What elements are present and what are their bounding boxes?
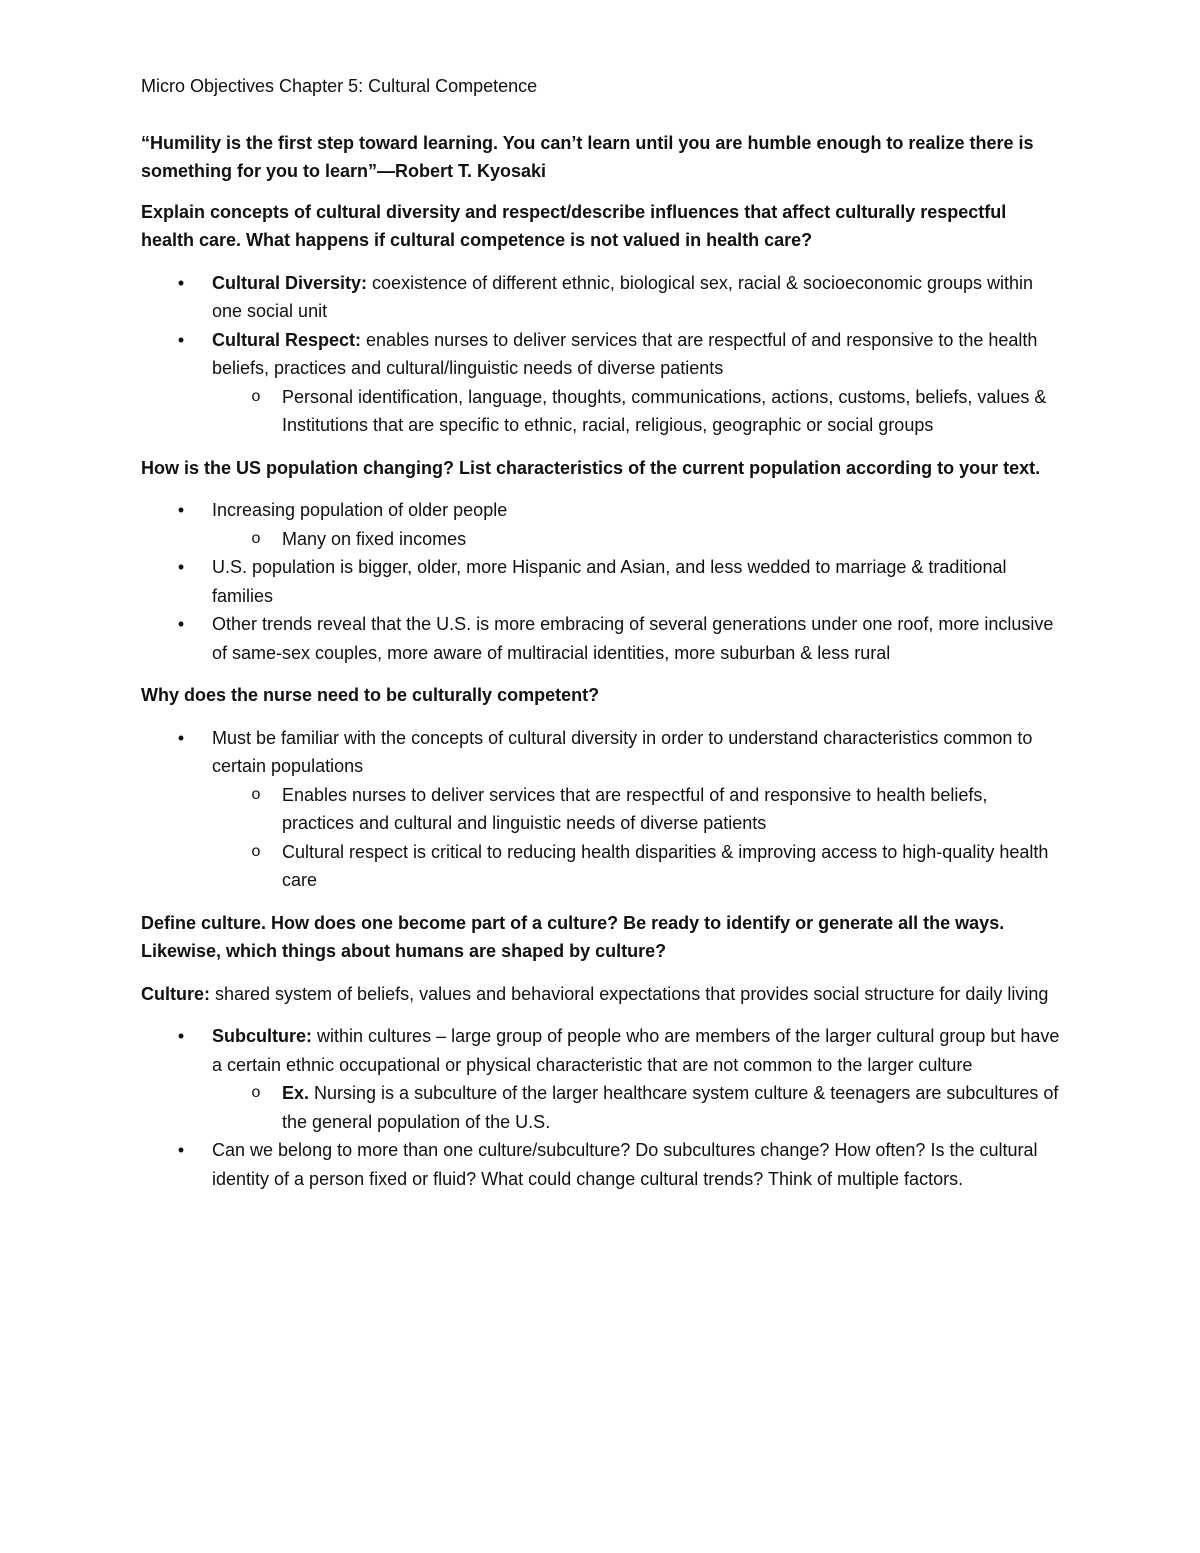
question-us-population: How is the US population changing? List characteristics of the current population according to your text. xyxy=(141,457,1041,478)
sub-bullet-icon: o xyxy=(251,387,261,405)
list-item xyxy=(141,724,1060,781)
opening-quote: “Humility is the first step toward learning. You can’t learn until you are humble enough to realize there is something for you to learn”—Robert T. Kyosaki xyxy=(141,132,1034,181)
sub-list-item xyxy=(141,383,1060,440)
nurse-competence-list xyxy=(141,724,1060,895)
document-title: Micro Objectives Chapter 5: Cultural Competence xyxy=(141,76,538,96)
item-text: Other trends reveal that the U.S. is more embracing of several generations under one roof, more inclusive of same-sex couples, more aware of multiracial identities, more suburban & less rural xyxy=(212,614,1054,663)
sub-list-item xyxy=(141,1079,1060,1136)
term-label: Culture: xyxy=(141,983,210,1004)
subculture-list xyxy=(141,1022,1060,1193)
sub-bullet-icon: o xyxy=(251,785,261,803)
sub-list-item xyxy=(141,838,1060,895)
sub-item-text: Enables nurses to deliver services that are respectful of and responsive to health beliefs, practices and cultural and linguistic needs of diverse patients xyxy=(282,784,988,833)
term-label: Subculture: xyxy=(212,1026,313,1046)
bullet-icon: • xyxy=(177,614,185,634)
term-label: Cultural Respect: xyxy=(212,329,362,350)
list-item xyxy=(141,269,1060,326)
question-cultural-diversity-respect: Explain concepts of cultural diversity and respect/describe influences that affect culturally respectful health care. What happens if cultural competence is not valued in health care? xyxy=(141,201,1007,250)
definition-text: enables nurses to deliver services that are respectful of and responsive to the health beliefs, practices and cultural/linguistic needs of diverse patients xyxy=(212,329,1038,378)
sub-item-text: Personal identification, language, thoughts, communications, actions, customs, beliefs, values & Institutions that are specific to ethnic, racial, religious, geographic or social groups xyxy=(282,386,1047,435)
population-trends-list xyxy=(141,496,1060,667)
sub-bullet-icon: o xyxy=(251,529,261,547)
bullet-icon: • xyxy=(177,1026,185,1046)
definition-text: coexistence of different ethnic, biological sex, racial & socioeconomic groups within one social unit xyxy=(212,272,1034,321)
definition-text: within cultures – large group of people who are members of the larger cultural group but have a certain ethnic occupational or physical characteristic that are not common to the larger culture xyxy=(212,1026,1060,1075)
culture-definition xyxy=(141,980,1060,1009)
sub-bullet-icon: o xyxy=(251,1084,261,1101)
sub-list-item xyxy=(141,781,1060,838)
list-item xyxy=(141,326,1060,383)
item-text: Must be familiar with the concepts of cultural diversity in order to understand characteristics common to certain populations xyxy=(212,727,1033,776)
term-label: Cultural Diversity: xyxy=(212,272,368,293)
bullet-icon: • xyxy=(177,500,185,520)
sub-item-text: Cultural respect is critical to reducing health disparities & improving access to high-quality health care xyxy=(282,841,1049,890)
example-label: Ex. xyxy=(282,1083,310,1103)
bullet-icon: • xyxy=(177,329,185,350)
list-item xyxy=(141,1136,1060,1193)
sub-bullet-icon: o xyxy=(251,842,261,860)
sub-item-text: Nursing is a subculture of the larger healthcare system culture & teenagers are subcultures of the general population of the U.S. xyxy=(282,1083,1059,1132)
sub-list-item xyxy=(141,525,1060,554)
list-item xyxy=(141,553,1060,610)
list-item xyxy=(141,496,1060,525)
bullet-icon: • xyxy=(177,727,185,748)
item-text: Can we belong to more than one culture/subculture? Do subcultures change? How often? Is the cultural identity of a person fixed or fluid? What could change cultural trends? Think of multiple factors. xyxy=(212,1140,1038,1189)
bullet-icon: • xyxy=(177,557,185,577)
item-text: Increasing population of older people xyxy=(212,500,508,520)
definition-text: shared system of beliefs, values and behavioral expectations that provides social structure for daily living xyxy=(210,983,1049,1004)
bullet-icon: • xyxy=(177,272,185,293)
bullet-icon: • xyxy=(177,1140,185,1160)
item-text: U.S. population is bigger, older, more Hispanic and Asian, and less wedded to marriage & traditional families xyxy=(212,557,1007,606)
list-item xyxy=(141,610,1060,667)
list-item xyxy=(141,1022,1060,1079)
question-nurse-competence: Why does the nurse need to be culturally competent? xyxy=(141,685,600,705)
cultural-concepts-list xyxy=(141,269,1060,440)
sub-item-text: Many on fixed incomes xyxy=(282,528,467,549)
question-define-culture: Define culture. How does one become part of a culture? Be ready to identify or generate all the ways. Likewise, which things about humans are shaped by culture? xyxy=(141,912,1005,961)
